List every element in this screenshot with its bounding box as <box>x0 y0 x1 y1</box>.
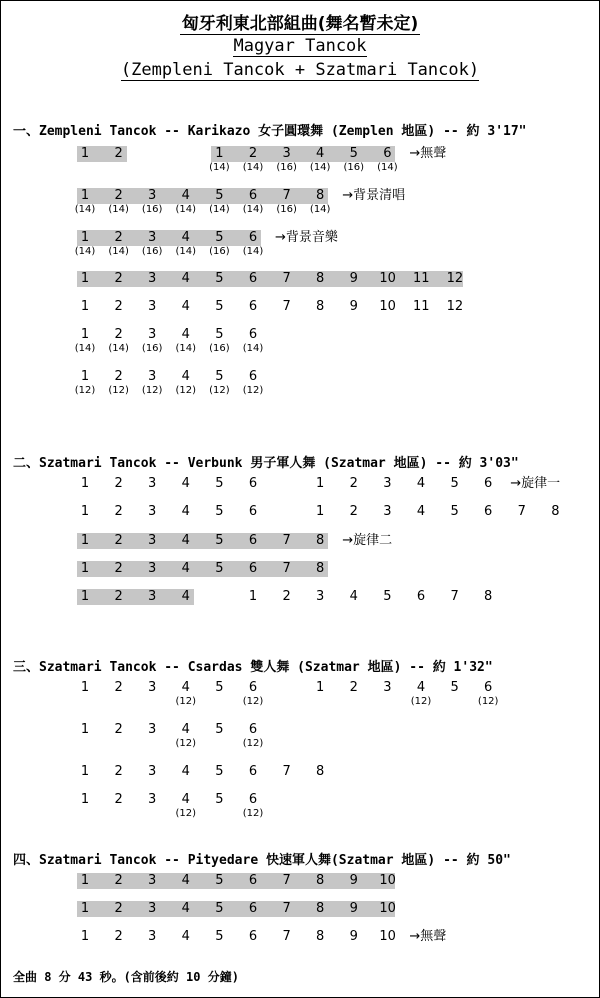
section-3-heading: 三、Szatmari Tancok -- Csardas 雙人舞 (Szatmar 地區) -- 約 1'32" <box>13 660 493 675</box>
count-number: 10 <box>379 299 396 314</box>
count-number: 1 <box>80 680 90 695</box>
beat-subcount: (14) <box>108 343 129 354</box>
count-number: 2 <box>114 792 123 807</box>
beat-subcount: (12) <box>242 738 264 749</box>
count-number: 6 <box>248 299 258 314</box>
count-number: 6 <box>416 589 426 604</box>
count-number: 1 <box>80 764 90 779</box>
count-number: 10 <box>379 929 396 944</box>
count-number: 5 <box>450 504 459 519</box>
count-number: 3 <box>383 680 392 695</box>
count-number: 4 <box>181 929 190 944</box>
count-number: 6 <box>248 504 258 519</box>
count-number: 6 <box>248 873 258 888</box>
title-chinese: 匈牙利東北部組曲(舞名暫未定) <box>181 14 419 34</box>
count-number: 1 <box>80 901 90 916</box>
count-number: 4 <box>416 476 426 491</box>
count-number: 4 <box>181 188 190 203</box>
count-number: 2 <box>114 680 123 695</box>
beat-subcount: (14) <box>309 162 331 173</box>
beat-subcount: (14) <box>175 204 197 215</box>
count-number: 9 <box>349 299 358 314</box>
count-number: 7 <box>282 271 291 286</box>
count-number: 1 <box>80 188 90 203</box>
count-number: 1 <box>80 369 90 384</box>
count-number: 2 <box>114 764 123 779</box>
shaded-band <box>211 146 395 162</box>
count-number: 7 <box>282 188 291 203</box>
count-number: 6 <box>484 504 493 519</box>
count-number: 12 <box>446 299 464 314</box>
count-number: 4 <box>349 589 358 604</box>
count-number: 5 <box>349 146 358 161</box>
count-number: 9 <box>349 271 358 286</box>
count-number: 5 <box>215 299 224 314</box>
count-number: 2 <box>349 476 358 491</box>
count-number: 6 <box>484 476 493 491</box>
count-number: 4 <box>181 589 190 604</box>
count-number: 4 <box>181 561 190 576</box>
count-number: 6 <box>248 792 258 807</box>
count-number: 5 <box>215 327 224 342</box>
count-number: 1 <box>80 327 90 342</box>
beat-subcount: (14) <box>74 246 96 257</box>
count-number: 4 <box>181 680 190 695</box>
count-number: 6 <box>484 680 493 695</box>
beat-subcount: (12) <box>477 696 499 707</box>
count-number: 4 <box>181 476 190 491</box>
beat-subcount: (14) <box>175 246 197 257</box>
count-number: 10 <box>379 271 396 286</box>
count-number: 1 <box>80 589 90 604</box>
count-number: 7 <box>282 901 291 916</box>
title-subtitle: (Zempleni Tancok + Szatmari Tancok) <box>120 60 480 80</box>
beat-subcount: (12) <box>242 385 264 396</box>
count-number: 5 <box>383 589 392 604</box>
count-number: 2 <box>248 146 258 161</box>
count-number: 6 <box>248 680 258 695</box>
count-number: 5 <box>450 476 459 491</box>
annotation-note: →旋律一 <box>510 476 561 491</box>
count-number: 2 <box>114 188 123 203</box>
count-number: 6 <box>248 533 258 548</box>
count-number: 8 <box>316 271 325 286</box>
beat-subcount: (12) <box>242 696 264 707</box>
count-number: 8 <box>484 589 493 604</box>
count-number: 3 <box>316 589 325 604</box>
count-number: 3 <box>148 327 157 342</box>
count-number: 6 <box>248 929 258 944</box>
section-1-heading: 一、Zempleni Tancok -- Karikazo 女子圓環舞 (Zemplen 地區) -- 約 3'17" <box>13 124 527 139</box>
count-number: 3 <box>383 504 392 519</box>
count-number: 3 <box>148 188 157 203</box>
count-number: 3 <box>148 680 157 695</box>
title-magyar: Magyar Tancok <box>233 36 367 56</box>
beat-subcount: (14) <box>108 204 129 215</box>
count-number: 2 <box>114 901 123 916</box>
count-number: 5 <box>215 271 224 286</box>
count-number: 2 <box>114 327 123 342</box>
count-number: 5 <box>215 901 224 916</box>
count-number: 2 <box>282 589 291 604</box>
beat-subcount: (14) <box>242 162 264 173</box>
count-number: 9 <box>349 873 358 888</box>
count-number: 5 <box>215 929 224 944</box>
count-number: 7 <box>282 764 291 779</box>
count-number: 8 <box>316 533 325 548</box>
count-number: 7 <box>282 299 291 314</box>
count-number: 3 <box>148 792 157 807</box>
beat-subcount: (14) <box>242 343 264 354</box>
count-number: 10 <box>379 873 396 888</box>
annotation-note: →無聲 <box>409 146 447 161</box>
annotation-note: →背景清唱 <box>342 188 406 203</box>
count-number: 5 <box>215 230 224 245</box>
count-number: 6 <box>248 369 258 384</box>
count-number: 7 <box>282 929 291 944</box>
count-number: 1 <box>80 722 90 737</box>
shaded-band <box>77 271 463 287</box>
beat-subcount: (12) <box>175 696 197 707</box>
count-number: 4 <box>416 680 426 695</box>
count-number: 5 <box>215 504 224 519</box>
beat-subcount: (16) <box>209 246 230 257</box>
beat-subcount: (14) <box>377 162 398 173</box>
count-number: 2 <box>114 533 123 548</box>
count-number: 3 <box>383 476 392 491</box>
count-number: 6 <box>248 561 258 576</box>
count-number: 6 <box>248 722 258 737</box>
shaded-band <box>77 589 194 605</box>
count-number: 3 <box>148 476 157 491</box>
count-number: 6 <box>248 188 258 203</box>
count-number: 6 <box>248 271 258 286</box>
count-number: 3 <box>148 504 157 519</box>
count-number: 1 <box>248 589 258 604</box>
beat-subcount: (14) <box>209 162 230 173</box>
count-number: 2 <box>114 299 123 314</box>
count-number: 6 <box>248 764 258 779</box>
count-number: 3 <box>148 230 157 245</box>
count-number: 9 <box>349 929 358 944</box>
beat-subcount: (14) <box>209 204 230 215</box>
count-number: 5 <box>215 561 224 576</box>
count-number: 5 <box>215 533 224 548</box>
beat-subcount: (16) <box>343 162 365 173</box>
count-number: 4 <box>181 327 190 342</box>
count-number: 1 <box>80 533 90 548</box>
count-number: 1 <box>80 230 90 245</box>
count-number: 2 <box>114 929 123 944</box>
count-number: 2 <box>114 369 123 384</box>
count-number: 8 <box>316 901 325 916</box>
count-number: 2 <box>114 146 123 161</box>
count-number: 8 <box>316 764 325 779</box>
section-2-heading: 二、Szatmari Tancok -- Verbunk 男子軍人舞 (Szatmar 地區) -- 約 3'03" <box>13 456 519 471</box>
count-number: 2 <box>114 589 123 604</box>
section-4-heading: 四、Szatmari Tancok -- Pityedare 快速軍人舞(Szatmar 地區) -- 約 50" <box>13 853 511 868</box>
count-number: 1 <box>316 504 325 519</box>
count-number: 4 <box>316 146 325 161</box>
beat-subcount: (16) <box>141 204 163 215</box>
count-number: 3 <box>148 901 157 916</box>
count-number: 3 <box>148 929 157 944</box>
count-number: 6 <box>248 476 258 491</box>
count-number: 7 <box>282 561 291 576</box>
count-number: 3 <box>148 271 157 286</box>
count-number: 4 <box>181 271 190 286</box>
count-number: 2 <box>114 271 123 286</box>
count-number: 3 <box>148 873 157 888</box>
beat-subcount: (12) <box>175 738 197 749</box>
count-number: 8 <box>316 561 325 576</box>
count-number: 11 <box>413 299 430 314</box>
beat-subcount: (12) <box>74 385 96 396</box>
count-number: 6 <box>248 230 258 245</box>
count-number: 3 <box>148 561 157 576</box>
count-number: 5 <box>215 188 224 203</box>
count-number: 4 <box>181 504 190 519</box>
count-number: 2 <box>114 504 123 519</box>
count-number: 2 <box>349 504 358 519</box>
count-number: 1 <box>80 504 90 519</box>
beat-subcount: (14) <box>74 204 96 215</box>
count-number: 4 <box>181 901 190 916</box>
count-number: 7 <box>282 873 291 888</box>
count-number: 8 <box>316 299 325 314</box>
beat-subcount: (12) <box>242 808 264 819</box>
annotation-note: →旋律二 <box>342 533 393 548</box>
shaded-band <box>77 230 261 246</box>
count-number: 8 <box>316 873 325 888</box>
beat-subcount: (12) <box>209 385 230 396</box>
count-number: 1 <box>215 146 224 161</box>
count-number: 5 <box>215 792 224 807</box>
count-number: 4 <box>181 792 190 807</box>
beat-subcount: (14) <box>242 204 264 215</box>
count-number: 1 <box>80 146 90 161</box>
count-number: 1 <box>316 680 325 695</box>
count-number: 3 <box>148 589 157 604</box>
count-number: 5 <box>215 873 224 888</box>
count-number: 5 <box>450 680 459 695</box>
count-number: 8 <box>316 929 325 944</box>
beat-subcount: (12) <box>141 385 163 396</box>
count-number: 7 <box>517 504 526 519</box>
count-number: 4 <box>181 873 190 888</box>
count-number: 4 <box>181 764 190 779</box>
count-number: 7 <box>450 589 459 604</box>
beat-subcount: (16) <box>141 246 163 257</box>
count-number: 5 <box>215 680 224 695</box>
count-number: 8 <box>316 188 325 203</box>
count-number: 5 <box>215 369 224 384</box>
count-number: 2 <box>114 722 123 737</box>
beat-subcount: (16) <box>276 162 297 173</box>
count-number: 1 <box>80 476 90 491</box>
count-number: 5 <box>215 722 224 737</box>
count-number: 1 <box>80 561 90 576</box>
count-number: 2 <box>349 680 358 695</box>
total-duration: 全曲 8 分 43 秒。(含前後約 10 分鐘) <box>13 970 239 984</box>
count-number: 1 <box>316 476 325 491</box>
count-number: 8 <box>551 504 560 519</box>
beat-subcount: (16) <box>209 343 230 354</box>
count-number: 6 <box>248 327 258 342</box>
count-number: 4 <box>181 299 190 314</box>
beat-subcount: (14) <box>108 246 129 257</box>
count-number: 10 <box>379 901 396 916</box>
count-number: 3 <box>282 146 291 161</box>
beat-subcount: (12) <box>175 808 197 819</box>
count-number: 3 <box>148 369 157 384</box>
count-number: 5 <box>215 764 224 779</box>
beat-subcount: (16) <box>276 204 297 215</box>
beat-subcount: (12) <box>108 385 129 396</box>
count-number: 4 <box>181 722 190 737</box>
count-number: 3 <box>148 722 157 737</box>
count-number: 6 <box>383 146 392 161</box>
count-number: 2 <box>114 561 123 576</box>
count-number: 11 <box>413 271 430 286</box>
beat-subcount: (14) <box>74 343 96 354</box>
count-number: 1 <box>80 929 90 944</box>
count-number: 1 <box>80 792 90 807</box>
count-number: 4 <box>181 230 190 245</box>
count-number: 2 <box>114 476 123 491</box>
count-number: 7 <box>282 533 291 548</box>
beat-subcount: (12) <box>175 385 197 396</box>
count-number: 5 <box>215 476 224 491</box>
count-number: 2 <box>114 230 123 245</box>
count-number: 3 <box>148 299 157 314</box>
count-number: 4 <box>181 533 190 548</box>
count-number: 2 <box>114 873 123 888</box>
count-number: 3 <box>148 764 157 779</box>
beat-subcount: (14) <box>175 343 197 354</box>
beat-subcount: (14) <box>309 204 331 215</box>
annotation-note: →背景音樂 <box>275 230 338 245</box>
count-number: 12 <box>446 271 464 286</box>
count-number: 6 <box>248 901 258 916</box>
count-number: 4 <box>416 504 426 519</box>
beat-subcount: (12) <box>410 696 432 707</box>
count-number: 9 <box>349 901 358 916</box>
count-number: 1 <box>80 271 90 286</box>
count-number: 1 <box>80 299 90 314</box>
count-number: 4 <box>181 369 190 384</box>
count-number: 3 <box>148 533 157 548</box>
beat-subcount: (16) <box>141 343 163 354</box>
annotation-note: →無聲 <box>409 929 447 944</box>
count-number: 1 <box>80 873 90 888</box>
beat-subcount: (14) <box>242 246 264 257</box>
